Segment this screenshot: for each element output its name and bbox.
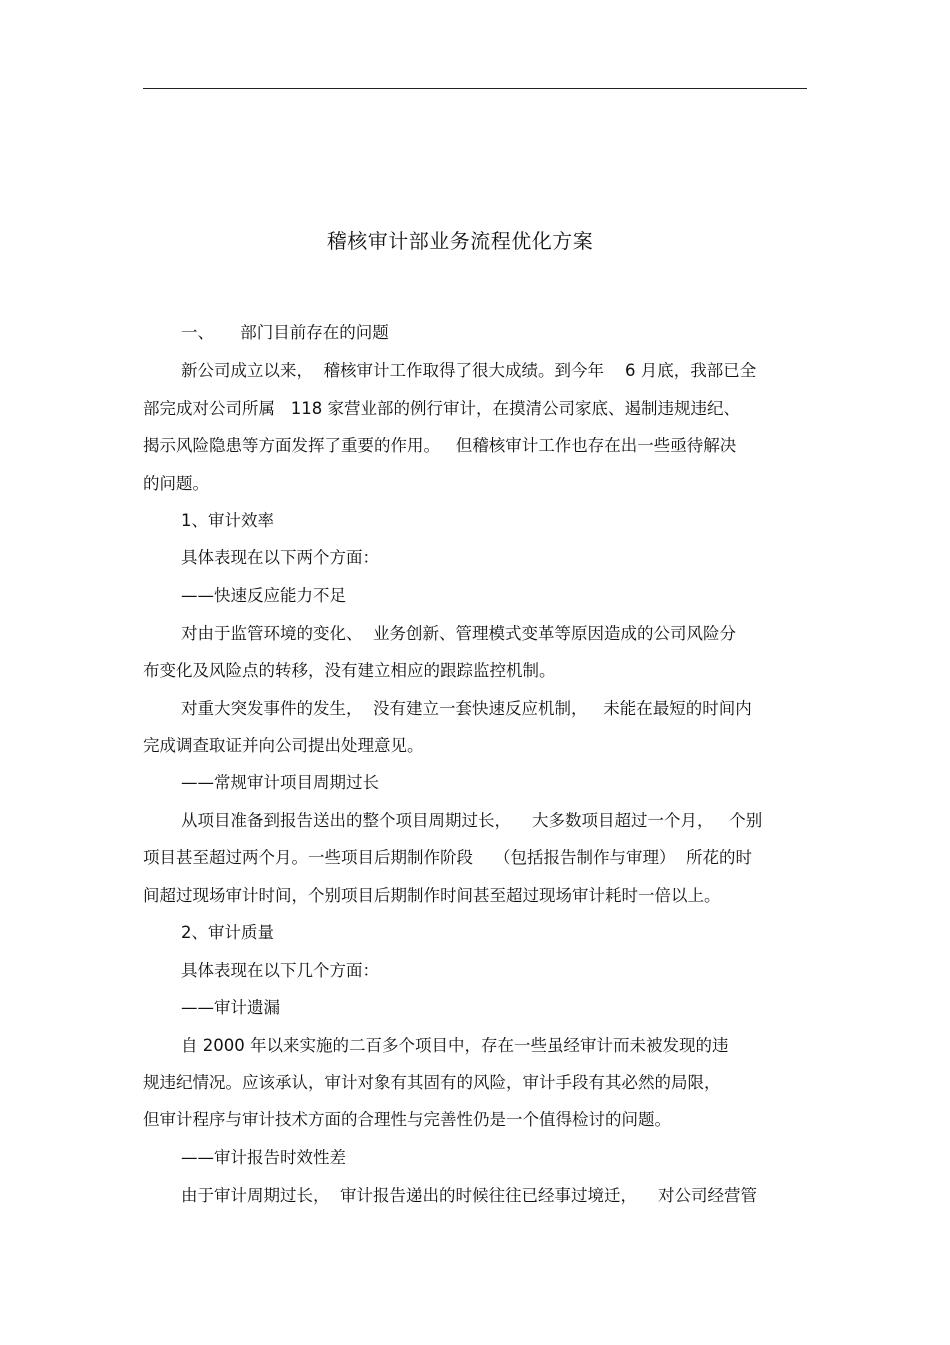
paragraph-line: 对重大突发事件的发生， 没有建立一套快速反应机制， 未能在最短的时间内 — [181, 699, 752, 718]
paragraph-line: 对由于监管环境的变化、 业务创新、管理模式变革等原因造成的公司风险分 — [181, 624, 736, 643]
paragraph-line: 揭示风险隐患等方面发挥了重要的作用。 但稽核审计工作也存在出一些亟待解决 — [143, 436, 737, 455]
paragraph-line: 具体表现在以下两个方面： — [181, 548, 379, 567]
paragraph-line: 规违纪情况。应该承认，审计对象有其固有的风险，审计手段有其必然的局限， — [143, 1073, 721, 1092]
paragraph-line: 间超过现场审计时间，个别项目后期制作时间甚至超过现场审计耗时一倍以上。 — [143, 886, 721, 905]
document-title: 稽核审计部业务流程优化方案 — [326, 229, 594, 253]
section-heading-1: 一、 部门目前存在的问题 — [181, 323, 389, 342]
subheading: 2、审计质量 — [181, 923, 274, 942]
paragraph-line: 新公司成立以来， 稽核审计工作取得了很大成绩。到今年 6 月底，我部已全 — [181, 361, 757, 380]
paragraph-line: 项目甚至超过两个月。一些项目后期制作阶段 （包括报告制作与审理） 所花的时 — [143, 848, 752, 867]
subheading: ——审计报告时效性差 — [181, 1148, 346, 1167]
paragraph-line: 部完成对公司所属 118 家营业部的例行审计，在摸清公司家底、遏制违规违纪、 — [143, 399, 740, 418]
paragraph-line: 由于审计周期过长， 审计报告递出的时候往往已经事过境迁， 对公司经营管 — [181, 1186, 757, 1205]
subheading: ——审计遗漏 — [181, 998, 280, 1017]
paragraph-line: 具体表现在以下几个方面： — [181, 961, 379, 980]
paragraph-line: 完成调查取证并向公司提出处理意见。 — [143, 736, 424, 755]
header-rule — [143, 88, 807, 89]
paragraph-line: 但审计程序与审计技术方面的合理性与完善性仍是一个值得检讨的问题。 — [143, 1110, 671, 1129]
paragraph-line: 的问题。 — [143, 474, 209, 493]
subheading: ——常规审计项目周期过长 — [181, 773, 379, 792]
subheading: 1、审计效率 — [181, 511, 274, 530]
paragraph-line: 从项目准备到报告送出的整个项目周期过长， 大多数项目超过一个月， 个别 — [181, 811, 763, 830]
paragraph-line: 布变化及风险点的转移，没有建立相应的跟踪监控机制。 — [143, 661, 556, 680]
subheading: ——快速反应能力不足 — [181, 586, 346, 605]
paragraph-line: 自 2000 年以来实施的二百多个项目中，存在一些虽经审计而未被发现的违 — [181, 1036, 729, 1055]
